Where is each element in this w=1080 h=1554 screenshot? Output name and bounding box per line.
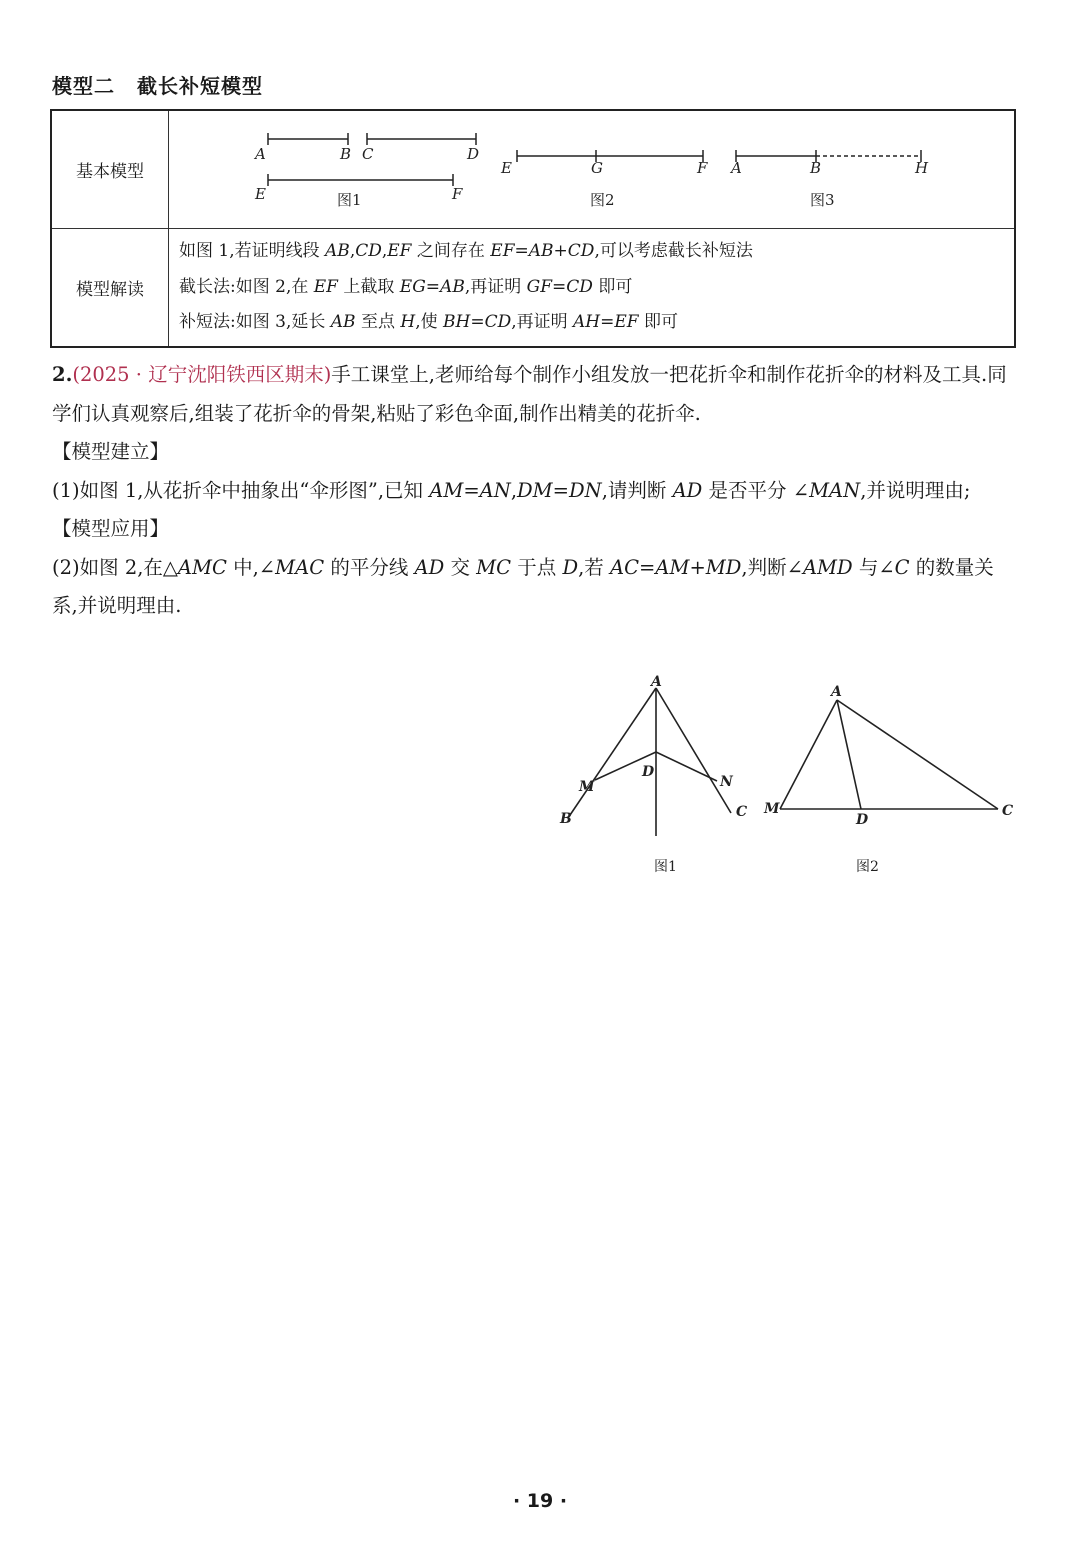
problem-2: [52, 356, 1018, 626]
fig1-label-c: C: [736, 804, 748, 820]
label-f-fig2: F: [697, 159, 708, 177]
row-head-basic-model: 基本模型: [51, 110, 169, 229]
caption-fig3: 图3: [810, 191, 835, 209]
fig1-label-n: N: [720, 774, 733, 790]
heading-model-apply: 【模型应用】: [52, 517, 170, 540]
label-g-fig2: G: [591, 159, 603, 177]
basic-model-figures: [169, 110, 1016, 229]
label-e: E: [255, 185, 266, 203]
problem-intro: [52, 356, 1018, 433]
segment-figures: [169, 111, 1014, 228]
line-d-n: [656, 752, 717, 781]
fig2-label-d: D: [856, 812, 869, 828]
caption-fig2: 图2: [590, 191, 615, 209]
row-head-model-reading: 模型解读: [51, 229, 169, 348]
reading-line-2: 截长法:如图 2,在 EF 上截取 EG=AB,再证明 GF=CD 即可: [179, 276, 633, 297]
heading-model-build: 【模型建立】: [52, 440, 170, 463]
label-b: B: [340, 145, 352, 163]
fig1-label-m: M: [579, 779, 595, 795]
fig2-label-m: M: [764, 801, 780, 817]
line-a-c: [837, 700, 998, 809]
label-h-fig3: H: [915, 159, 929, 177]
fig1-label-a: A: [651, 674, 662, 690]
table-row-basic-model: [51, 110, 1015, 229]
label-e-fig2: E: [501, 159, 512, 177]
fig2-caption: 图2: [856, 859, 879, 875]
line-a-c: [656, 688, 731, 813]
figure-2-triangle: [760, 680, 1020, 880]
section-heading: 截长补短模型: [137, 74, 263, 98]
line-a-m: [780, 700, 837, 809]
page-number: · 19 ·: [512, 1490, 568, 1512]
fig2-label-c: C: [1002, 803, 1014, 819]
model-reading-text: [169, 229, 1016, 348]
fig1-label-d: D: [642, 764, 655, 780]
question-1: (1)如图 1,从花折伞中抽象出“伞形图”,已知 AM=AN,DM=DN,请判断 AD 是否平分 ∠MAN,并说明理由;: [52, 478, 971, 502]
fig1-label-b: B: [560, 811, 572, 827]
caption-fig1: 图1: [337, 191, 362, 209]
fig1-caption: 图1: [654, 859, 677, 875]
figure-1-umbrella: [550, 668, 770, 883]
line-a-b: [568, 688, 656, 818]
label-b-fig3: B: [810, 159, 822, 177]
model-table: [50, 109, 1016, 348]
problem-source: (2025 · 辽宁沈阳铁西区期末): [72, 363, 332, 386]
problem-intro-text: 手工课堂上,老师给每个制作小组发放一把花折伞和制作花折伞的材料及工具.同学们认真观察后,组装了花折伞的骨架,粘贴了彩色伞面,制作出精美的花折伞.: [52, 363, 1007, 425]
fig2-label-a: A: [831, 684, 842, 700]
label-a: A: [255, 145, 266, 163]
line-a-d: [837, 700, 861, 809]
label-d: D: [467, 145, 480, 163]
reading-line-1: 如图 1,若证明线段 AB,CD,EF 之间存在 EF=AB+CD,可以考虑截长补短法: [179, 241, 753, 262]
label-a-fig3: A: [731, 159, 742, 177]
problem-number: 2.: [52, 363, 73, 386]
label-f: F: [452, 185, 463, 203]
section-label: 模型二: [52, 74, 115, 98]
table-row-model-reading: [51, 229, 1015, 348]
question-2: (2)如图 2,在△AMC 中,∠MAC 的平分线 AD 交 MC 于点 D,若 AC=AM+MD,判断∠AMD 与∠C 的数量关系,并说明理由.: [52, 555, 994, 617]
label-c: C: [362, 145, 374, 163]
section-title: [52, 70, 263, 99]
reading-line-3: 补短法:如图 3,延长 AB 至点 H,使 BH=CD,再证明 AH=EF 即可: [179, 312, 679, 333]
